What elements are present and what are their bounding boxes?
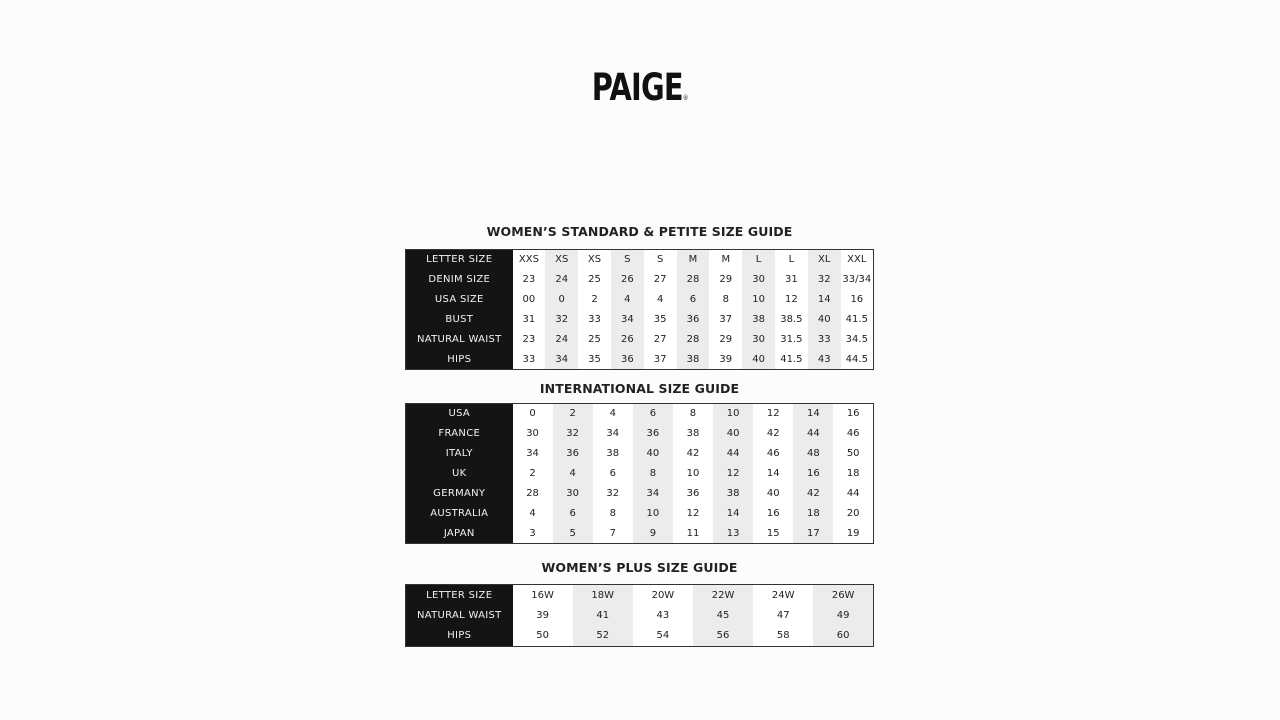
table-row: [406, 404, 874, 424]
table-cell: 42: [793, 484, 833, 504]
table-cell: 31: [775, 270, 808, 290]
table-cell: 38: [677, 350, 710, 370]
table-row: [406, 524, 874, 544]
table-cell: 24W: [753, 585, 813, 606]
table-cell: 34: [545, 350, 578, 370]
table-row: [406, 605, 874, 626]
table-cell: 41.5: [841, 310, 874, 330]
table-cell: 28: [513, 484, 553, 504]
table-cell: 50: [513, 626, 573, 647]
table-cell: XXS: [513, 250, 546, 270]
table-cell: 33: [513, 350, 546, 370]
table-cell: 36: [553, 444, 593, 464]
table-cell: 33: [578, 310, 611, 330]
table-cell: 10: [713, 404, 753, 424]
table-cell: 36: [611, 350, 644, 370]
table-cell: 37: [644, 350, 677, 370]
table-cell: 39: [513, 605, 573, 626]
table-cell: 56: [693, 626, 753, 647]
table-cell: 43: [633, 605, 693, 626]
table-cell: 25: [578, 330, 611, 350]
table-cell: 52: [573, 626, 633, 647]
row-header: FRANCE: [406, 424, 513, 444]
table-cell: 39: [709, 350, 742, 370]
table-cell: 46: [753, 444, 793, 464]
table-cell: 38: [713, 484, 753, 504]
row-header: GERMANY: [406, 484, 513, 504]
table-cell: 33: [808, 330, 841, 350]
table-cell: 10: [633, 504, 673, 524]
table-cell: 23: [513, 270, 546, 290]
table-cell: 29: [709, 330, 742, 350]
table-cell: 43: [808, 350, 841, 370]
table-cell: 8: [633, 464, 673, 484]
table-cell: 12: [673, 504, 713, 524]
table-cell: 16: [793, 464, 833, 484]
table-cell: 6: [633, 404, 673, 424]
table-cell: 44.5: [841, 350, 874, 370]
table-cell: 32: [545, 310, 578, 330]
table-row: [406, 310, 874, 330]
table-cell: 17: [793, 524, 833, 544]
row-header: NATURAL WAIST: [406, 605, 513, 626]
table-cell: 34.5: [841, 330, 874, 350]
table-cell: 31.5: [775, 330, 808, 350]
table-cell: 2: [513, 464, 553, 484]
table-cell: 35: [644, 310, 677, 330]
table-cell: 40: [808, 310, 841, 330]
table-cell: 6: [593, 464, 633, 484]
row-header: BUST: [406, 310, 513, 330]
table-cell: XS: [545, 250, 578, 270]
table-cell: 42: [673, 444, 713, 464]
table-cell: 32: [808, 270, 841, 290]
table-cell: 9: [633, 524, 673, 544]
table-cell: 36: [633, 424, 673, 444]
table-cell: 46: [833, 424, 873, 444]
table-cell: 10: [673, 464, 713, 484]
table-cell: 34: [513, 444, 553, 464]
table-cell: 32: [593, 484, 633, 504]
table-row: [406, 290, 874, 310]
table-cell: 60: [813, 626, 873, 647]
table-cell: 25: [578, 270, 611, 290]
table-row: [406, 484, 874, 504]
table-cell: 49: [813, 605, 873, 626]
table-cell: 38: [593, 444, 633, 464]
table-cell: 24: [545, 270, 578, 290]
table-row: [406, 444, 874, 464]
table-cell: 23: [513, 330, 546, 350]
table-cell: 8: [593, 504, 633, 524]
table-row: [406, 585, 874, 606]
table-cell: 10: [742, 290, 775, 310]
table-row: [406, 250, 874, 270]
row-header: USA SIZE: [406, 290, 513, 310]
table-cell: 6: [553, 504, 593, 524]
table-cell: 26: [611, 270, 644, 290]
table-cell: 44: [713, 444, 753, 464]
table-cell: 18W: [573, 585, 633, 606]
table-cell: 8: [673, 404, 713, 424]
row-header: NATURAL WAIST: [406, 330, 513, 350]
registered-mark: ®: [682, 94, 689, 102]
table-cell: 4: [644, 290, 677, 310]
table-cell: 20W: [633, 585, 693, 606]
table-row: [406, 330, 874, 350]
table-cell: 16W: [513, 585, 573, 606]
table-row: [406, 504, 874, 524]
table-cell: 20: [833, 504, 873, 524]
table-cell: 6: [677, 290, 710, 310]
international-size-table: [405, 403, 874, 544]
table-cell: 18: [833, 464, 873, 484]
table-cell: 36: [673, 484, 713, 504]
table-cell: M: [709, 250, 742, 270]
table-cell: 12: [753, 404, 793, 424]
row-header: LETTER SIZE: [406, 585, 513, 606]
table-cell: 28: [677, 330, 710, 350]
row-header: LETTER SIZE: [406, 250, 513, 270]
table-cell: 34: [633, 484, 673, 504]
table-cell: 40: [753, 484, 793, 504]
table-cell: 16: [841, 290, 874, 310]
table-cell: 38: [673, 424, 713, 444]
table-cell: 19: [833, 524, 873, 544]
table-cell: 30: [742, 330, 775, 350]
table-cell: 4: [611, 290, 644, 310]
table-cell: 40: [713, 424, 753, 444]
table-cell: 54: [633, 626, 693, 647]
row-header: DENIM SIZE: [406, 270, 513, 290]
table-cell: XL: [808, 250, 841, 270]
table-cell: 7: [593, 524, 633, 544]
table-cell: 3: [513, 524, 553, 544]
table-cell: 41: [573, 605, 633, 626]
table-cell: 4: [513, 504, 553, 524]
table-row: [406, 270, 874, 290]
table-cell: M: [677, 250, 710, 270]
table-cell: 58: [753, 626, 813, 647]
table-cell: 42: [753, 424, 793, 444]
table-cell: 16: [753, 504, 793, 524]
table-cell: 34: [593, 424, 633, 444]
table-cell: 48: [793, 444, 833, 464]
row-header: HIPS: [406, 350, 513, 370]
table-cell: 27: [644, 330, 677, 350]
row-header: UK: [406, 464, 513, 484]
table-cell: 2: [553, 404, 593, 424]
table-cell: S: [611, 250, 644, 270]
table-cell: 18: [793, 504, 833, 524]
table-cell: 41.5: [775, 350, 808, 370]
table-cell: 30: [742, 270, 775, 290]
table-cell: 44: [833, 484, 873, 504]
row-header: HIPS: [406, 626, 513, 647]
table-cell: 38: [742, 310, 775, 330]
table-cell: 22W: [693, 585, 753, 606]
international-size-guide-title: INTERNATIONAL SIZE GUIDE: [539, 381, 740, 396]
table-cell: 29: [709, 270, 742, 290]
table-cell: 40: [742, 350, 775, 370]
table-row: [406, 626, 874, 647]
table-cell: 50: [833, 444, 873, 464]
table-cell: 26: [611, 330, 644, 350]
brand-logo: [141, 66, 1139, 109]
row-header: USA: [406, 404, 513, 424]
table-cell: 4: [593, 404, 633, 424]
table-cell: 32: [553, 424, 593, 444]
table-cell: 47: [753, 605, 813, 626]
table-cell: 14: [793, 404, 833, 424]
table-cell: 40: [633, 444, 673, 464]
table-cell: XS: [578, 250, 611, 270]
row-header: JAPAN: [406, 524, 513, 544]
table-cell: 16: [833, 404, 873, 424]
table-cell: 12: [713, 464, 753, 484]
table-cell: 33/34: [841, 270, 874, 290]
table-row: [406, 350, 874, 370]
table-cell: 0: [545, 290, 578, 310]
table-cell: 8: [709, 290, 742, 310]
table-row: [406, 424, 874, 444]
table-cell: 11: [673, 524, 713, 544]
table-row: [406, 464, 874, 484]
table-cell: 36: [677, 310, 710, 330]
table-cell: L: [742, 250, 775, 270]
table-cell: 30: [553, 484, 593, 504]
table-cell: 30: [513, 424, 553, 444]
table-cell: 5: [553, 524, 593, 544]
brand-logo-text: PAIGE: [591, 66, 683, 109]
table-cell: S: [644, 250, 677, 270]
table-cell: 28: [677, 270, 710, 290]
table-cell: 2: [578, 290, 611, 310]
table-cell: 27: [644, 270, 677, 290]
table-cell: 15: [753, 524, 793, 544]
table-cell: 44: [793, 424, 833, 444]
table-cell: 0: [513, 404, 553, 424]
table-cell: 14: [808, 290, 841, 310]
table-cell: 24: [545, 330, 578, 350]
table-cell: 14: [713, 504, 753, 524]
row-header: ITALY: [406, 444, 513, 464]
table-cell: L: [775, 250, 808, 270]
table-cell: 14: [753, 464, 793, 484]
table-cell: 00: [513, 290, 546, 310]
standard-size-guide-title: WOMEN’S STANDARD & PETITE SIZE GUIDE: [486, 224, 793, 239]
table-cell: 26W: [813, 585, 873, 606]
table-cell: XXL: [841, 250, 874, 270]
plus-size-table: [405, 584, 874, 647]
row-header: AUSTRALIA: [406, 504, 513, 524]
plus-size-guide-title: WOMEN’S PLUS SIZE GUIDE: [541, 560, 738, 575]
table-cell: 12: [775, 290, 808, 310]
standard-size-table: [405, 249, 874, 370]
table-cell: 37: [709, 310, 742, 330]
table-cell: 4: [553, 464, 593, 484]
table-cell: 45: [693, 605, 753, 626]
table-cell: 13: [713, 524, 753, 544]
table-cell: 35: [578, 350, 611, 370]
table-cell: 31: [513, 310, 546, 330]
table-cell: 38.5: [775, 310, 808, 330]
table-cell: 34: [611, 310, 644, 330]
